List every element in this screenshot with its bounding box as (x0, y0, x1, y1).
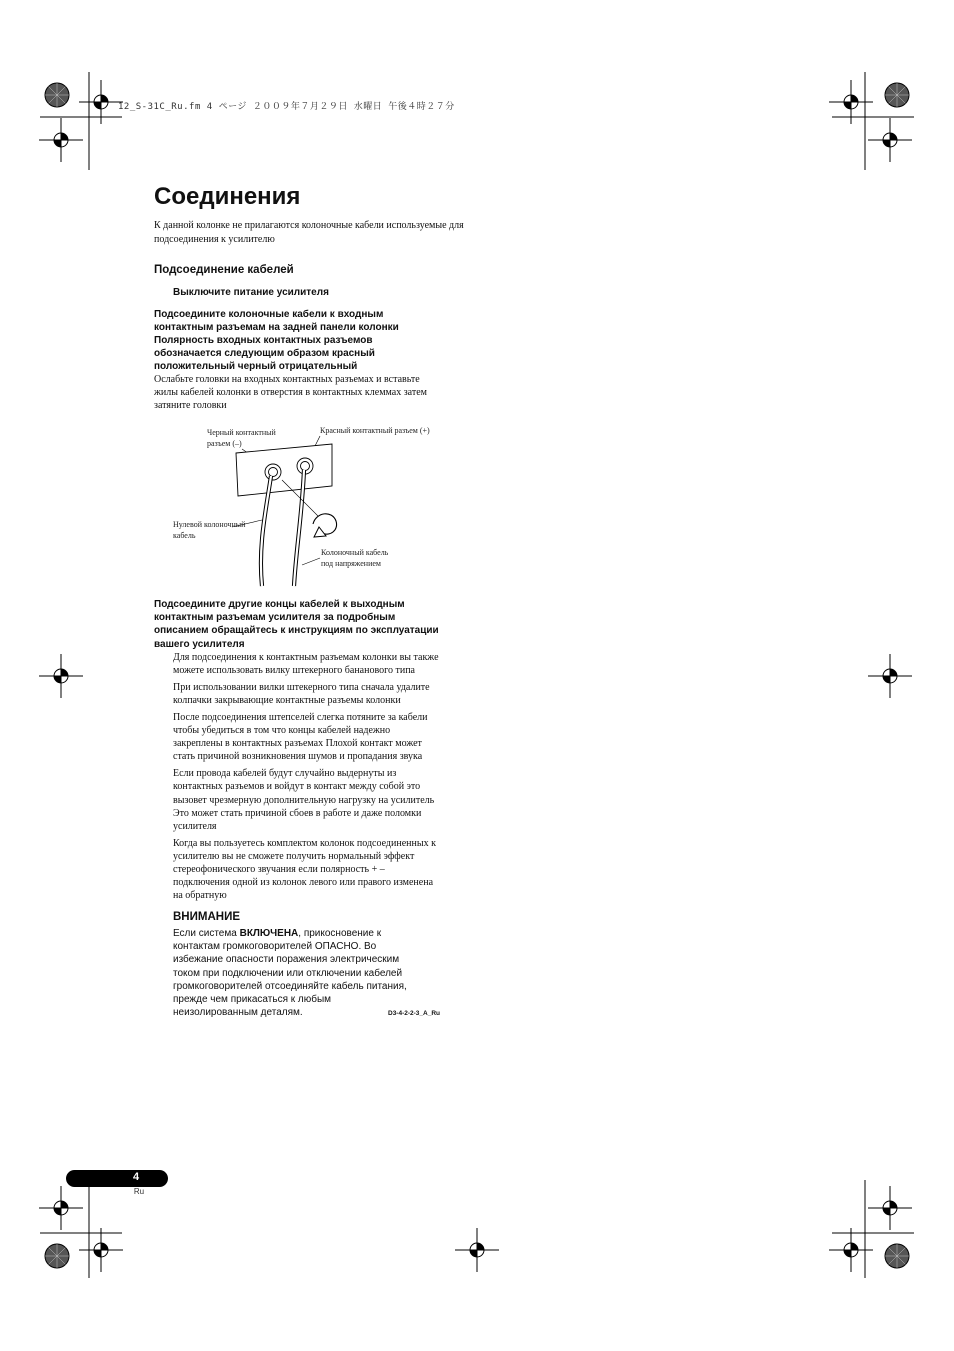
step-3: Подсоедините другие концы кабелей к выходным контактным разъемам усилителя за подробным описанием обращайтесь к инструкциям по эксплуатации вашего усилителя (154, 599, 439, 650)
caution-heading: ВНИМАНИЕ (173, 911, 241, 923)
leader-line-live (302, 558, 320, 565)
note-item: Для подсоединения к контактным разъемам колонки вы также можете использовать вилку штекерного бананового типа (173, 652, 439, 677)
black-terminal (265, 464, 281, 480)
terminal-diagram (170, 420, 470, 595)
label-live-cable-1: Колоночный кабель (321, 548, 389, 557)
note-item: Когда вы пользуетесь комплектом колонок подсоединенных к усилителю вы не сможете получить нормальный эффект стереофонического звучания если полярность + – подключения одной из колонок левого или правого изменена на обратную (173, 837, 436, 902)
file-header-line: 12_S-31C_Ru.fm 4 ページ ２００９年７月２９日 水曜日 午後４時２７分 (118, 102, 455, 112)
step-2: Подсоедините колоночные кабели к входным контактным разъемам на задней панели колонки Полярность входных контактных разъемов обозначается следующим образом красный положительный черный отрицательный (154, 309, 399, 372)
caution-text-rest: , прикосновение к контактам громкоговорителей ОПАСНО. Во избежание опасности поражения электрическим током при подключении или отключении кабелей громкоговорителей отсоединяйте кабель питания, прежде чем прикасаться к любым неизолированным деталям. (173, 928, 407, 1019)
label-red-terminal: Красный контактный разъем (+) (320, 426, 430, 435)
page-title: Соединения (154, 183, 301, 210)
label-live-cable-2: под напряжением (321, 559, 381, 568)
notes-list (173, 651, 473, 906)
step-1: Выключите питание усилителя (173, 287, 329, 298)
label-null-cable-1: Нулевой колоночный (173, 520, 246, 529)
step-2-note: Ослабьте головки на входных контактных разъемах и вставьте жилы кабелей колонки в отверстия в контактных клеммах затем затяните головки (154, 374, 427, 412)
note-item: Если провода кабелей будут случайно выдернуты из контактных разъемов и войдут в контакт между собой это вызовет чрезмерную дополнительную нагрузку на усилитель Это может стать причиной сбоев в работе и даже поломки усилителя (173, 768, 435, 832)
label-black-terminal-2: разъем (–) (207, 439, 242, 448)
label-black-terminal-1: Черный контактный (207, 428, 276, 437)
caution-text (173, 927, 473, 1019)
label-null-cable-2: кабель (173, 531, 196, 540)
caution-text-bold: ВКЛЮЧЕНА (239, 928, 299, 939)
note-item: После подсоединения штепселей слегка потяните за кабели чтобы убедиться в том что концы кабелей надежно закреплены в контактных разъемах Плохой контакт может стать причиной возникновения шумов и пропадания звука (173, 711, 428, 763)
section-heading: Подсоединение кабелей (154, 264, 294, 276)
caution-text-start: Если система (173, 928, 240, 939)
terminal-panel (236, 444, 332, 496)
tighten-arrow-icon (313, 514, 337, 537)
caution-code: D3-4-2-2-3_A_Ru (388, 1010, 441, 1017)
note-item: При использовании вилки штекерного типа сначала удалите колпачки закрывающие контактные разъемы колонки (173, 681, 430, 707)
page-language: Ru (133, 1187, 145, 1196)
intro-paragraph: К данной колонке не прилагаются колоночные кабели используемые для подсоединения к усилителю (154, 220, 464, 245)
page-number: 4 (132, 1171, 140, 1183)
